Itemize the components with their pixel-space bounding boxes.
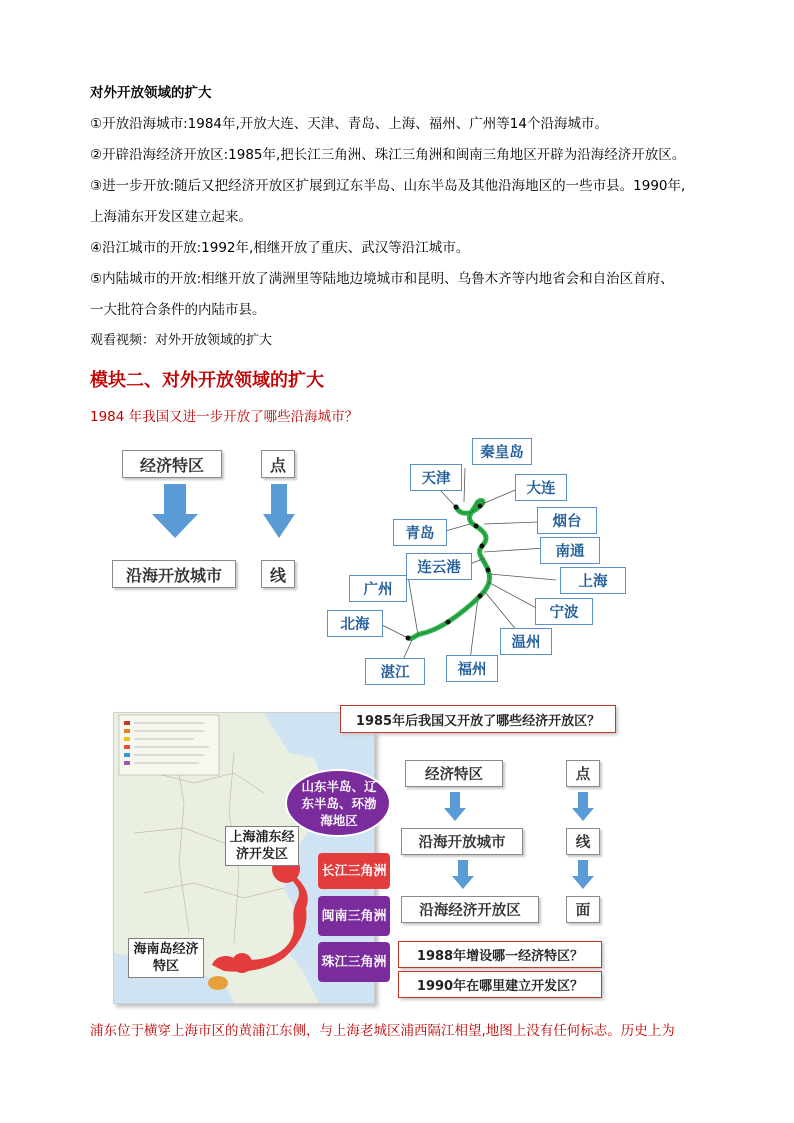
city-lianyungang: 连云港 bbox=[406, 553, 472, 580]
question-1985: 1985年后我国又开放了哪些经济开放区？ bbox=[340, 705, 616, 733]
city-fuzhou: 福州 bbox=[446, 655, 498, 682]
question-1984: 1984 年我国又进一步开放了哪些沿海城市？ bbox=[90, 409, 359, 425]
minnan-bubble: 闽南三角洲 bbox=[318, 896, 390, 936]
city-ningbo: 宁波 bbox=[535, 598, 593, 625]
section-title: 对外开放领域的扩大 bbox=[90, 85, 212, 101]
item-4: ④沿江城市的开放:1992年,相继开放了重庆、武汉等沿江城市。 bbox=[90, 240, 470, 256]
city-wenzhou: 温州 bbox=[500, 628, 552, 655]
city-zhanjiang: 湛江 bbox=[365, 658, 425, 685]
level-area: 面 bbox=[566, 896, 600, 923]
pudong-bubble: 上海浦东经济开发区 bbox=[225, 826, 299, 866]
peninsula-bubble: 山东半岛、辽东半岛、环渤海地区 bbox=[301, 778, 377, 828]
question-1990: 1990年在哪里建立开发区？ bbox=[398, 971, 602, 998]
coastal-cities-box: 沿海开放城市 bbox=[112, 560, 236, 588]
changjiang-bubble: 长江三角洲 bbox=[318, 853, 390, 889]
down-arrow-icon bbox=[571, 860, 595, 890]
footer-paragraph: 浦东位于横穿上海市区的黄浦江东侧，与上海老城区浦西隔江相望,地图上没有任何标志。历史上为 bbox=[90, 1023, 675, 1039]
video-note: 观看视频：对外开放领域的扩大 bbox=[90, 333, 273, 348]
item-3-cont: 上海浦东开发区建立起来。 bbox=[90, 209, 252, 225]
module-title: 模块二、对外开放领域的扩大 bbox=[90, 370, 324, 391]
city-nantong: 南通 bbox=[540, 537, 600, 564]
hainan-bubble: 海南岛经济特区 bbox=[128, 938, 204, 978]
city-beihai: 北海 bbox=[327, 610, 383, 637]
level-point: 点 bbox=[566, 760, 600, 787]
item-2: ②开辟沿海经济开放区:1985年,把长江三角洲、珠江三角洲和闽南三角地区开辟为沿海经济开放区。 bbox=[90, 147, 686, 163]
item-3: ③进一步开放:随后又把经济开放区扩展到辽东半岛、山东半岛及其他沿海地区的一些市县。1990年, bbox=[90, 178, 686, 194]
coastline-diagram bbox=[320, 430, 650, 690]
down-arrow-icon bbox=[261, 484, 297, 540]
city-yantai: 烟台 bbox=[537, 507, 597, 534]
level-line: 线 bbox=[566, 828, 600, 855]
item-1: ①开放沿海城市:1984年,开放大连、天津、青岛、上海、福州、广州等14个沿海城市。 bbox=[90, 116, 608, 132]
item-5-cont: 一大批符合条件的内陆市县。 bbox=[90, 302, 266, 318]
city-guangzhou: 广州 bbox=[349, 575, 407, 602]
item-5: ⑤内陆城市的开放:相继开放了满洲里等陆地边境城市和昆明、乌鲁木齐等内地省会和自治区首府、 bbox=[90, 271, 674, 287]
city-shanghai: 上海 bbox=[560, 567, 626, 594]
flow-special-zone: 经济特区 bbox=[405, 760, 503, 787]
down-arrow-icon bbox=[443, 792, 467, 822]
city-tianjin: 天津 bbox=[410, 464, 462, 491]
question-1988: 1988年增设哪一经济特区？ bbox=[398, 941, 602, 968]
zhujiang-bubble: 珠江三角洲 bbox=[318, 942, 390, 982]
city-dalian: 大连 bbox=[515, 474, 567, 501]
special-zone-box: 经济特区 bbox=[122, 450, 222, 478]
down-arrow-icon bbox=[150, 484, 200, 540]
city-qinhuangdao: 秦皇岛 bbox=[472, 438, 532, 465]
down-arrow-icon bbox=[571, 792, 595, 822]
flow-coastal-cities: 沿海开放城市 bbox=[401, 828, 523, 855]
point-box: 点 bbox=[261, 450, 295, 478]
flow-coastal-open-zone: 沿海经济开放区 bbox=[401, 896, 539, 923]
line-box: 线 bbox=[261, 560, 295, 588]
down-arrow-icon bbox=[451, 860, 475, 890]
city-qingdao: 青岛 bbox=[393, 519, 447, 546]
